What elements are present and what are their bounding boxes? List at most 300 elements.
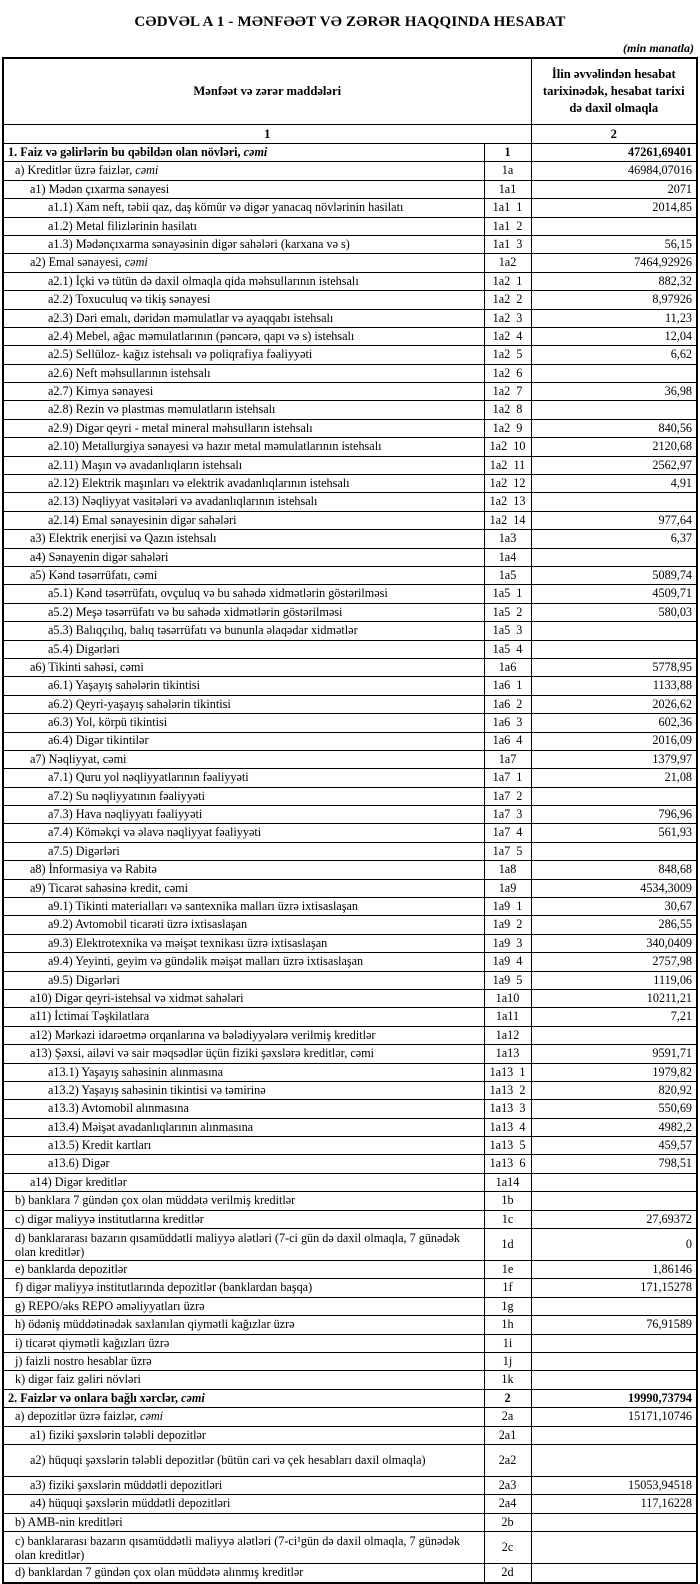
row-code: 1a13 6 bbox=[484, 1155, 531, 1173]
row-label: a7) Nəqliyyat, cəmi bbox=[3, 750, 484, 768]
table-row bbox=[3, 824, 697, 842]
row-code: 1a6 1 bbox=[484, 677, 531, 695]
table-row bbox=[3, 530, 697, 548]
row-value bbox=[531, 1334, 697, 1352]
row-label: k) digər faiz gəliri növləri bbox=[3, 1371, 484, 1389]
row-code: 1a1 1 bbox=[484, 199, 531, 217]
table-row bbox=[3, 1408, 697, 1426]
table-row bbox=[3, 1155, 697, 1173]
row-code: 1a6 3 bbox=[484, 714, 531, 732]
row-code: 1a5 bbox=[484, 566, 531, 584]
row-label-italic-suffix: cəmi bbox=[140, 1409, 164, 1424]
row-label: a2.14) Emal sənayesinin digər sahələri bbox=[3, 511, 484, 529]
row-code: 1a7 3 bbox=[484, 806, 531, 824]
row-label: a14) Digər kreditlər bbox=[3, 1173, 484, 1191]
table-row bbox=[3, 1045, 697, 1063]
table-row bbox=[3, 1389, 697, 1407]
table-row bbox=[3, 640, 697, 658]
row-label: a2.3) Dəri emalı, dəridən məmulatlar və ayaqqabı istehsalı bbox=[3, 309, 484, 327]
row-label: a2) hüquqi şəxslərin tələbli depozitlər (bütün cari və çek hesabları daxil olmaqla) bbox=[3, 1444, 484, 1476]
row-value bbox=[531, 1532, 697, 1564]
row-value: 21,08 bbox=[531, 769, 697, 787]
row-code: 1a2 9 bbox=[484, 419, 531, 437]
row-code: 1a7 4 bbox=[484, 824, 531, 842]
table-row bbox=[3, 787, 697, 805]
table-row bbox=[3, 1279, 697, 1297]
row-value: 56,15 bbox=[531, 235, 697, 253]
row-label: a7.5) Digərləri bbox=[3, 842, 484, 860]
row-value: 5778,95 bbox=[531, 658, 697, 676]
row-value: 820,92 bbox=[531, 1081, 697, 1099]
row-code: 1a5 2 bbox=[484, 603, 531, 621]
row-code: 1c bbox=[484, 1210, 531, 1228]
row-label: a5.4) Digərləri bbox=[3, 640, 484, 658]
row-code: 1a2 8 bbox=[484, 401, 531, 419]
table-row bbox=[3, 456, 697, 474]
table-row bbox=[3, 1261, 697, 1279]
row-label: a7.2) Su nəqliyyatının fəaliyyəti bbox=[3, 787, 484, 805]
row-label: a4) Sənayenin digər sahələri bbox=[3, 548, 484, 566]
table-row bbox=[3, 475, 697, 493]
row-code: 1d bbox=[484, 1229, 531, 1261]
row-value: 10211,21 bbox=[531, 989, 697, 1007]
row-label: a) depozitlər üzrə faizlər, cəmi bbox=[3, 1408, 484, 1426]
row-label: d) banklardan 7 gündən çox olan müddətə alınmış kreditlər bbox=[3, 1564, 484, 1583]
row-code: 1a2 11 bbox=[484, 456, 531, 474]
row-code: 1 bbox=[484, 144, 531, 162]
table-row bbox=[3, 714, 697, 732]
table-row bbox=[3, 861, 697, 879]
table-row bbox=[3, 1210, 697, 1228]
table-row bbox=[3, 842, 697, 860]
row-label: a2.7) Kimya sənayesi bbox=[3, 383, 484, 401]
row-code: 1a11 bbox=[484, 1008, 531, 1026]
row-value: 1,86146 bbox=[531, 1261, 697, 1279]
table-row bbox=[3, 1334, 697, 1352]
row-code: 1a7 5 bbox=[484, 842, 531, 860]
table-row bbox=[3, 1081, 697, 1099]
report-page bbox=[0, 14, 700, 1580]
row-label: a5.1) Kənd təsərrüfatı, ovçuluq və bu sahədə xidmətlərin göstərilməsi bbox=[3, 585, 484, 603]
row-label: a7.1) Quru yol nəqliyyatlarının fəaliyyəti bbox=[3, 769, 484, 787]
row-label: a5) Kənd təsərrüfatı, cəmi bbox=[3, 566, 484, 584]
row-value bbox=[531, 364, 697, 382]
row-value bbox=[531, 401, 697, 419]
row-label: a2.9) Digər qeyri - metal mineral məhsulların istehsalı bbox=[3, 419, 484, 437]
row-code: 2a bbox=[484, 1408, 531, 1426]
row-value bbox=[531, 1371, 697, 1389]
row-value bbox=[531, 1173, 697, 1191]
table-row bbox=[3, 750, 697, 768]
table-row bbox=[3, 272, 697, 290]
row-value: 76,91589 bbox=[531, 1316, 697, 1334]
table-row bbox=[3, 603, 697, 621]
table-row bbox=[3, 658, 697, 676]
table-row bbox=[3, 1100, 697, 1118]
row-code: 1a2 4 bbox=[484, 327, 531, 345]
table-row bbox=[3, 1137, 697, 1155]
row-code: 1a9 2 bbox=[484, 916, 531, 934]
row-label: c) digər maliyyə institutlarına kreditlər bbox=[3, 1210, 484, 1228]
table-row bbox=[3, 1008, 697, 1026]
row-value: 882,32 bbox=[531, 272, 697, 290]
row-value: 2562,97 bbox=[531, 456, 697, 474]
row-label: a2.2) Toxuculuq və tikiş sənayesi bbox=[3, 291, 484, 309]
table-row bbox=[3, 291, 697, 309]
table-row bbox=[3, 1229, 697, 1261]
row-code: 1a2 5 bbox=[484, 346, 531, 364]
profit-loss-table bbox=[2, 57, 698, 1584]
row-label: c) banklararası bazarın qısamüddətli maliyyə alətləri (7-ci¹gün də daxil olmaqla, 7 günədək olan kreditlər) bbox=[3, 1532, 484, 1564]
row-value: 1119,06 bbox=[531, 971, 697, 989]
table-row bbox=[3, 401, 697, 419]
row-value: 27,69372 bbox=[531, 1210, 697, 1228]
row-value: 2757,98 bbox=[531, 953, 697, 971]
row-label: a7.4) Köməkçi və əlavə nəqliyyat fəaliyyəti bbox=[3, 824, 484, 842]
row-label: b) banklara 7 gündən çox olan müddətə verilmiş kreditlər bbox=[3, 1192, 484, 1210]
table-row bbox=[3, 327, 697, 345]
row-code: 1a14 bbox=[484, 1173, 531, 1191]
table-row bbox=[3, 916, 697, 934]
table-row bbox=[3, 346, 697, 364]
table-row bbox=[3, 364, 697, 382]
row-label: a3) fiziki şəxslərin müddətli depozitləri bbox=[3, 1476, 484, 1494]
row-code: 1a1 bbox=[484, 180, 531, 198]
row-label: d) banklararası bazarın qısamüddətli maliyyə alətləri (7-ci gün də daxil olmaqla, 7 günədək olan kreditlər) bbox=[3, 1229, 484, 1261]
unit-note: (min manatla) bbox=[622, 41, 694, 55]
value-column-header: İlin əvvəlindən hesabat tarixinədək, hesabat tarixi də daxil olmaqla bbox=[531, 58, 697, 125]
row-value bbox=[531, 548, 697, 566]
row-code: 1a2 6 bbox=[484, 364, 531, 382]
row-code: 1a7 1 bbox=[484, 769, 531, 787]
row-code: 1a6 bbox=[484, 658, 531, 676]
row-value: 0 bbox=[531, 1229, 697, 1261]
row-value: 8,97926 bbox=[531, 291, 697, 309]
row-value: 840,56 bbox=[531, 419, 697, 437]
row-label: g) REPO/əks REPO əməliyyatları üzrə bbox=[3, 1297, 484, 1315]
row-label: a4) hüquqi şəxslərin müddətli depozitləri bbox=[3, 1495, 484, 1513]
row-value: 848,68 bbox=[531, 861, 697, 879]
row-value: 171,15278 bbox=[531, 1279, 697, 1297]
table-row bbox=[3, 1513, 697, 1531]
table-row bbox=[3, 1564, 697, 1583]
row-label: a11) İctimai Təşkilatlara bbox=[3, 1008, 484, 1026]
row-label: b) AMB-nin kreditləri bbox=[3, 1513, 484, 1531]
table-row bbox=[3, 1353, 697, 1371]
row-value: 1133,88 bbox=[531, 677, 697, 695]
row-value: 6,62 bbox=[531, 346, 697, 364]
table-row bbox=[3, 1316, 697, 1334]
row-value bbox=[531, 1192, 697, 1210]
row-code: 1a2 2 bbox=[484, 291, 531, 309]
row-value: 36,98 bbox=[531, 383, 697, 401]
table-row bbox=[3, 309, 697, 327]
table-row bbox=[3, 1118, 697, 1136]
row-value: 550,69 bbox=[531, 1100, 697, 1118]
row-label: a2.4) Mebel, ağac məmulatlarının (pəncərə, qapı və s) istehsalı bbox=[3, 327, 484, 345]
row-label: a1.1) Xam neft, təbii qaz, daş kömür və digər yanacaq növlərinin hasilatı bbox=[3, 199, 484, 217]
row-label: 2. Faizlər və onlara bağlı xərclər, cəmi bbox=[3, 1389, 484, 1407]
row-code: 1a5 4 bbox=[484, 640, 531, 658]
table-row bbox=[3, 419, 697, 437]
row-code: 1a4 bbox=[484, 548, 531, 566]
table-row bbox=[3, 989, 697, 1007]
row-label: a7.3) Hava nəqliyyatı fəaliyyəti bbox=[3, 806, 484, 824]
row-code: 2a3 bbox=[484, 1476, 531, 1494]
row-label-italic-suffix: cəmi bbox=[181, 1390, 205, 1405]
row-value: 117,16228 bbox=[531, 1495, 697, 1513]
row-value bbox=[531, 1353, 697, 1371]
row-code: 1a1 3 bbox=[484, 235, 531, 253]
row-value: 5089,74 bbox=[531, 566, 697, 584]
page-title: CƏDVƏL A 1 - MƏNFƏƏT VƏ ZƏRƏR HAQQINDA HESABAT bbox=[134, 14, 566, 30]
row-value: 1979,82 bbox=[531, 1063, 697, 1081]
table-row bbox=[3, 162, 697, 180]
row-code: 1a2 12 bbox=[484, 475, 531, 493]
row-code: 1a9 4 bbox=[484, 953, 531, 971]
row-label: a6.1) Yaşayış sahələrin tikintisi bbox=[3, 677, 484, 695]
row-code: 1a2 bbox=[484, 254, 531, 272]
row-label: 1. Faiz və gəlirlərin bu qəbildən olan növləri, cəmi bbox=[3, 144, 484, 162]
row-code: 1a5 1 bbox=[484, 585, 531, 603]
row-label: a9.4) Yeyinti, geyim və gündəlik məişət malları üzrə ixtisaslaşan bbox=[3, 953, 484, 971]
row-code: 1e bbox=[484, 1261, 531, 1279]
row-code: 1k bbox=[484, 1371, 531, 1389]
row-value: 46984,07016 bbox=[531, 162, 697, 180]
row-code: 2d bbox=[484, 1564, 531, 1583]
row-value: 4509,71 bbox=[531, 585, 697, 603]
table-row bbox=[3, 1426, 697, 1444]
table-header-row bbox=[3, 58, 697, 125]
row-label: a13.2) Yaşayış sahəsinin tikintisi və təmirinə bbox=[3, 1081, 484, 1099]
row-value: 977,64 bbox=[531, 511, 697, 529]
row-value bbox=[531, 787, 697, 805]
table-row bbox=[3, 1495, 697, 1513]
row-code: 1a13 1 bbox=[484, 1063, 531, 1081]
row-value: 580,03 bbox=[531, 603, 697, 621]
row-value bbox=[531, 622, 697, 640]
row-code: 2b bbox=[484, 1513, 531, 1531]
row-value bbox=[531, 1564, 697, 1583]
table-row bbox=[3, 769, 697, 787]
row-label: a13.4) Məişət avadanlıqlarının alınmasına bbox=[3, 1118, 484, 1136]
table-row bbox=[3, 199, 697, 217]
table-row bbox=[3, 732, 697, 750]
row-label: a9.2) Avtomobil ticarəti üzrə ixtisaslaşan bbox=[3, 916, 484, 934]
table-row bbox=[3, 1192, 697, 1210]
row-label: a2.5) Sellüloz- kağız istehsalı və poliqrafiya fəaliyyəti bbox=[3, 346, 484, 364]
row-code: 1i bbox=[484, 1334, 531, 1352]
table-row bbox=[3, 548, 697, 566]
table-row bbox=[3, 1371, 697, 1389]
table-row bbox=[3, 898, 697, 916]
row-code: 1a2 1 bbox=[484, 272, 531, 290]
table-row bbox=[3, 438, 697, 456]
row-code: 1a5 3 bbox=[484, 622, 531, 640]
row-code: 1a7 bbox=[484, 750, 531, 768]
row-label: a1) Mədən çıxarma sənayesi bbox=[3, 180, 484, 198]
row-value bbox=[531, 842, 697, 860]
row-code: 1a7 2 bbox=[484, 787, 531, 805]
table-row bbox=[3, 144, 697, 162]
row-code: 2a4 bbox=[484, 1495, 531, 1513]
row-value: 286,55 bbox=[531, 916, 697, 934]
row-value bbox=[531, 1513, 697, 1531]
row-code: 1a6 4 bbox=[484, 732, 531, 750]
row-code: 1a6 2 bbox=[484, 695, 531, 713]
row-code: 1a2 7 bbox=[484, 383, 531, 401]
row-value: 6,37 bbox=[531, 530, 697, 548]
table-row bbox=[3, 695, 697, 713]
row-code: 1a13 4 bbox=[484, 1118, 531, 1136]
row-code: 1g bbox=[484, 1297, 531, 1315]
row-code: 1a13 5 bbox=[484, 1137, 531, 1155]
report-table-body bbox=[3, 144, 697, 1583]
table-row bbox=[3, 934, 697, 952]
row-value bbox=[531, 1026, 697, 1044]
row-label: h) ödəniş müddətinədək saxlanılan qiymətli kağızlar üzrə bbox=[3, 1316, 484, 1334]
row-label: a6) Tikinti sahəsi, cəmi bbox=[3, 658, 484, 676]
row-value bbox=[531, 1444, 697, 1476]
row-label: a2.10) Metallurgiya sənayesi və hazır metal məmulatlarının istehsalı bbox=[3, 438, 484, 456]
row-code: 1a2 10 bbox=[484, 438, 531, 456]
row-label: a6.4) Digər tikintilər bbox=[3, 732, 484, 750]
row-label-italic-suffix: cəmi bbox=[135, 163, 159, 178]
row-code: 1a8 bbox=[484, 861, 531, 879]
table-row bbox=[3, 493, 697, 511]
row-code: 1a bbox=[484, 162, 531, 180]
table-row bbox=[3, 879, 697, 897]
row-value: 12,04 bbox=[531, 327, 697, 345]
table-row bbox=[3, 1063, 697, 1081]
row-label: a1.2) Metal filizlərinin hasilatı bbox=[3, 217, 484, 235]
row-label: a2.11) Maşın və avadanlıqların istehsalı bbox=[3, 456, 484, 474]
row-label: a13.5) Kredit kartları bbox=[3, 1137, 484, 1155]
row-label: a9.5) Digərləri bbox=[3, 971, 484, 989]
row-label: a9) Ticarət sahəsinə kredit, cəmi bbox=[3, 879, 484, 897]
row-label: a2.1) İçki və tütün də daxil olmaqla qida məhsullarının istehsalı bbox=[3, 272, 484, 290]
table-row bbox=[3, 383, 697, 401]
row-label: a13) Şəxsi, ailəvi və sair məqsədlər üçün fiziki şəxslərə kreditlər, cəmi bbox=[3, 1045, 484, 1063]
row-value: 30,67 bbox=[531, 898, 697, 916]
row-value bbox=[531, 640, 697, 658]
row-code: 1a9 5 bbox=[484, 971, 531, 989]
row-label: a9.1) Tikinti materialları və santexnika malları üzrə ixtisaslaşan bbox=[3, 898, 484, 916]
table-row bbox=[3, 1444, 697, 1476]
row-label-italic-suffix: cəmi bbox=[243, 144, 268, 159]
row-label: a13.1) Yaşayış sahəsinin alınmasına bbox=[3, 1063, 484, 1081]
row-code: 1a10 bbox=[484, 989, 531, 1007]
row-value: 4534,3009 bbox=[531, 879, 697, 897]
row-value: 11,23 bbox=[531, 309, 697, 327]
table-row bbox=[3, 806, 697, 824]
row-value: 2120,68 bbox=[531, 438, 697, 456]
row-label: a12) Mərkəzi idarəetmə orqanlarına və bələdiyyələrə verilmiş kreditlər bbox=[3, 1026, 484, 1044]
table-row bbox=[3, 677, 697, 695]
row-value: 561,93 bbox=[531, 824, 697, 842]
table-row bbox=[3, 511, 697, 529]
table-row bbox=[3, 235, 697, 253]
items-column-number: 1 bbox=[3, 125, 531, 144]
row-label: a10) Digər qeyri-istehsal və xidmət sahələri bbox=[3, 989, 484, 1007]
table-row bbox=[3, 585, 697, 603]
row-code: 1a12 bbox=[484, 1026, 531, 1044]
row-value bbox=[531, 1426, 697, 1444]
row-value: 340,0409 bbox=[531, 934, 697, 952]
row-code: 1a2 3 bbox=[484, 309, 531, 327]
row-value: 7,21 bbox=[531, 1008, 697, 1026]
row-code: 1a9 3 bbox=[484, 934, 531, 952]
row-code: 1a9 bbox=[484, 879, 531, 897]
row-label: a13.6) Digər bbox=[3, 1155, 484, 1173]
row-code: 1j bbox=[484, 1353, 531, 1371]
row-code: 2a1 bbox=[484, 1426, 531, 1444]
row-value: 2014,85 bbox=[531, 199, 697, 217]
table-row bbox=[3, 953, 697, 971]
row-label: a2.8) Rezin və plastmas məmulatların istehsalı bbox=[3, 401, 484, 419]
row-label: a6.3) Yol, körpü tikintisi bbox=[3, 714, 484, 732]
row-label: a1.3) Mədənçıxarma sənayəsinin digər sahələri (karxana və s) bbox=[3, 235, 484, 253]
row-value: 2071 bbox=[531, 180, 697, 198]
row-code: 2 bbox=[484, 1389, 531, 1407]
row-code: 1a13 3 bbox=[484, 1100, 531, 1118]
row-label: a2.6) Neft məhsullarının istehsalı bbox=[3, 364, 484, 382]
row-value bbox=[531, 1297, 697, 1315]
row-value: 2026,62 bbox=[531, 695, 697, 713]
row-label: a1) fiziki şəxslərin tələbli depozitlər bbox=[3, 1426, 484, 1444]
table-row bbox=[3, 1173, 697, 1191]
row-code: 1f bbox=[484, 1279, 531, 1297]
value-column-number: 2 bbox=[531, 125, 697, 144]
row-value: 602,36 bbox=[531, 714, 697, 732]
column-number-row bbox=[3, 125, 697, 144]
row-label: a5.2) Meşə təsərrüfatı və bu sahədə xidmətlərin göstərilməsi bbox=[3, 603, 484, 621]
row-value bbox=[531, 217, 697, 235]
row-value: 796,96 bbox=[531, 806, 697, 824]
row-label: j) faizli nostro hesablar üzrə bbox=[3, 1353, 484, 1371]
row-label: a13.3) Avtomobil alınmasına bbox=[3, 1100, 484, 1118]
table-row bbox=[3, 1476, 697, 1494]
row-code: 1a13 2 bbox=[484, 1081, 531, 1099]
row-label: f) digər maliyyə institutlarında depozitlər (banklardan başqa) bbox=[3, 1279, 484, 1297]
row-label: e) banklarda depozitlər bbox=[3, 1261, 484, 1279]
table-row bbox=[3, 180, 697, 198]
row-code: 2a2 bbox=[484, 1444, 531, 1476]
row-label: a2.12) Elektrik maşınları və elektrik avadanlıqlarının istehsalı bbox=[3, 475, 484, 493]
row-label: a6.2) Qeyri-yaşayış sahələrin tikintisi bbox=[3, 695, 484, 713]
row-code: 1a1 2 bbox=[484, 217, 531, 235]
row-value: 1379,97 bbox=[531, 750, 697, 768]
row-code: 1a2 13 bbox=[484, 493, 531, 511]
row-code: 1a3 bbox=[484, 530, 531, 548]
table-row bbox=[3, 217, 697, 235]
row-value: 15171,10746 bbox=[531, 1408, 697, 1426]
row-label-italic-suffix: cəmi bbox=[124, 255, 148, 270]
row-value: 4982,2 bbox=[531, 1118, 697, 1136]
row-code: 1a13 bbox=[484, 1045, 531, 1063]
row-label: a2) Emal sənayesi, cəmi bbox=[3, 254, 484, 272]
row-value: 7464,92926 bbox=[531, 254, 697, 272]
row-code: 1b bbox=[484, 1192, 531, 1210]
row-value: 2016,09 bbox=[531, 732, 697, 750]
table-row bbox=[3, 622, 697, 640]
row-code: 2c bbox=[484, 1532, 531, 1564]
row-value: 47261,69401 bbox=[531, 144, 697, 162]
row-label: a2.13) Nəqliyyat vasitələri və avadanlıqlarının istehsalı bbox=[3, 493, 484, 511]
row-code: 1a2 14 bbox=[484, 511, 531, 529]
row-value: 4,91 bbox=[531, 475, 697, 493]
row-label: a3) Elektrik enerjisi və Qazın istehsalı bbox=[3, 530, 484, 548]
